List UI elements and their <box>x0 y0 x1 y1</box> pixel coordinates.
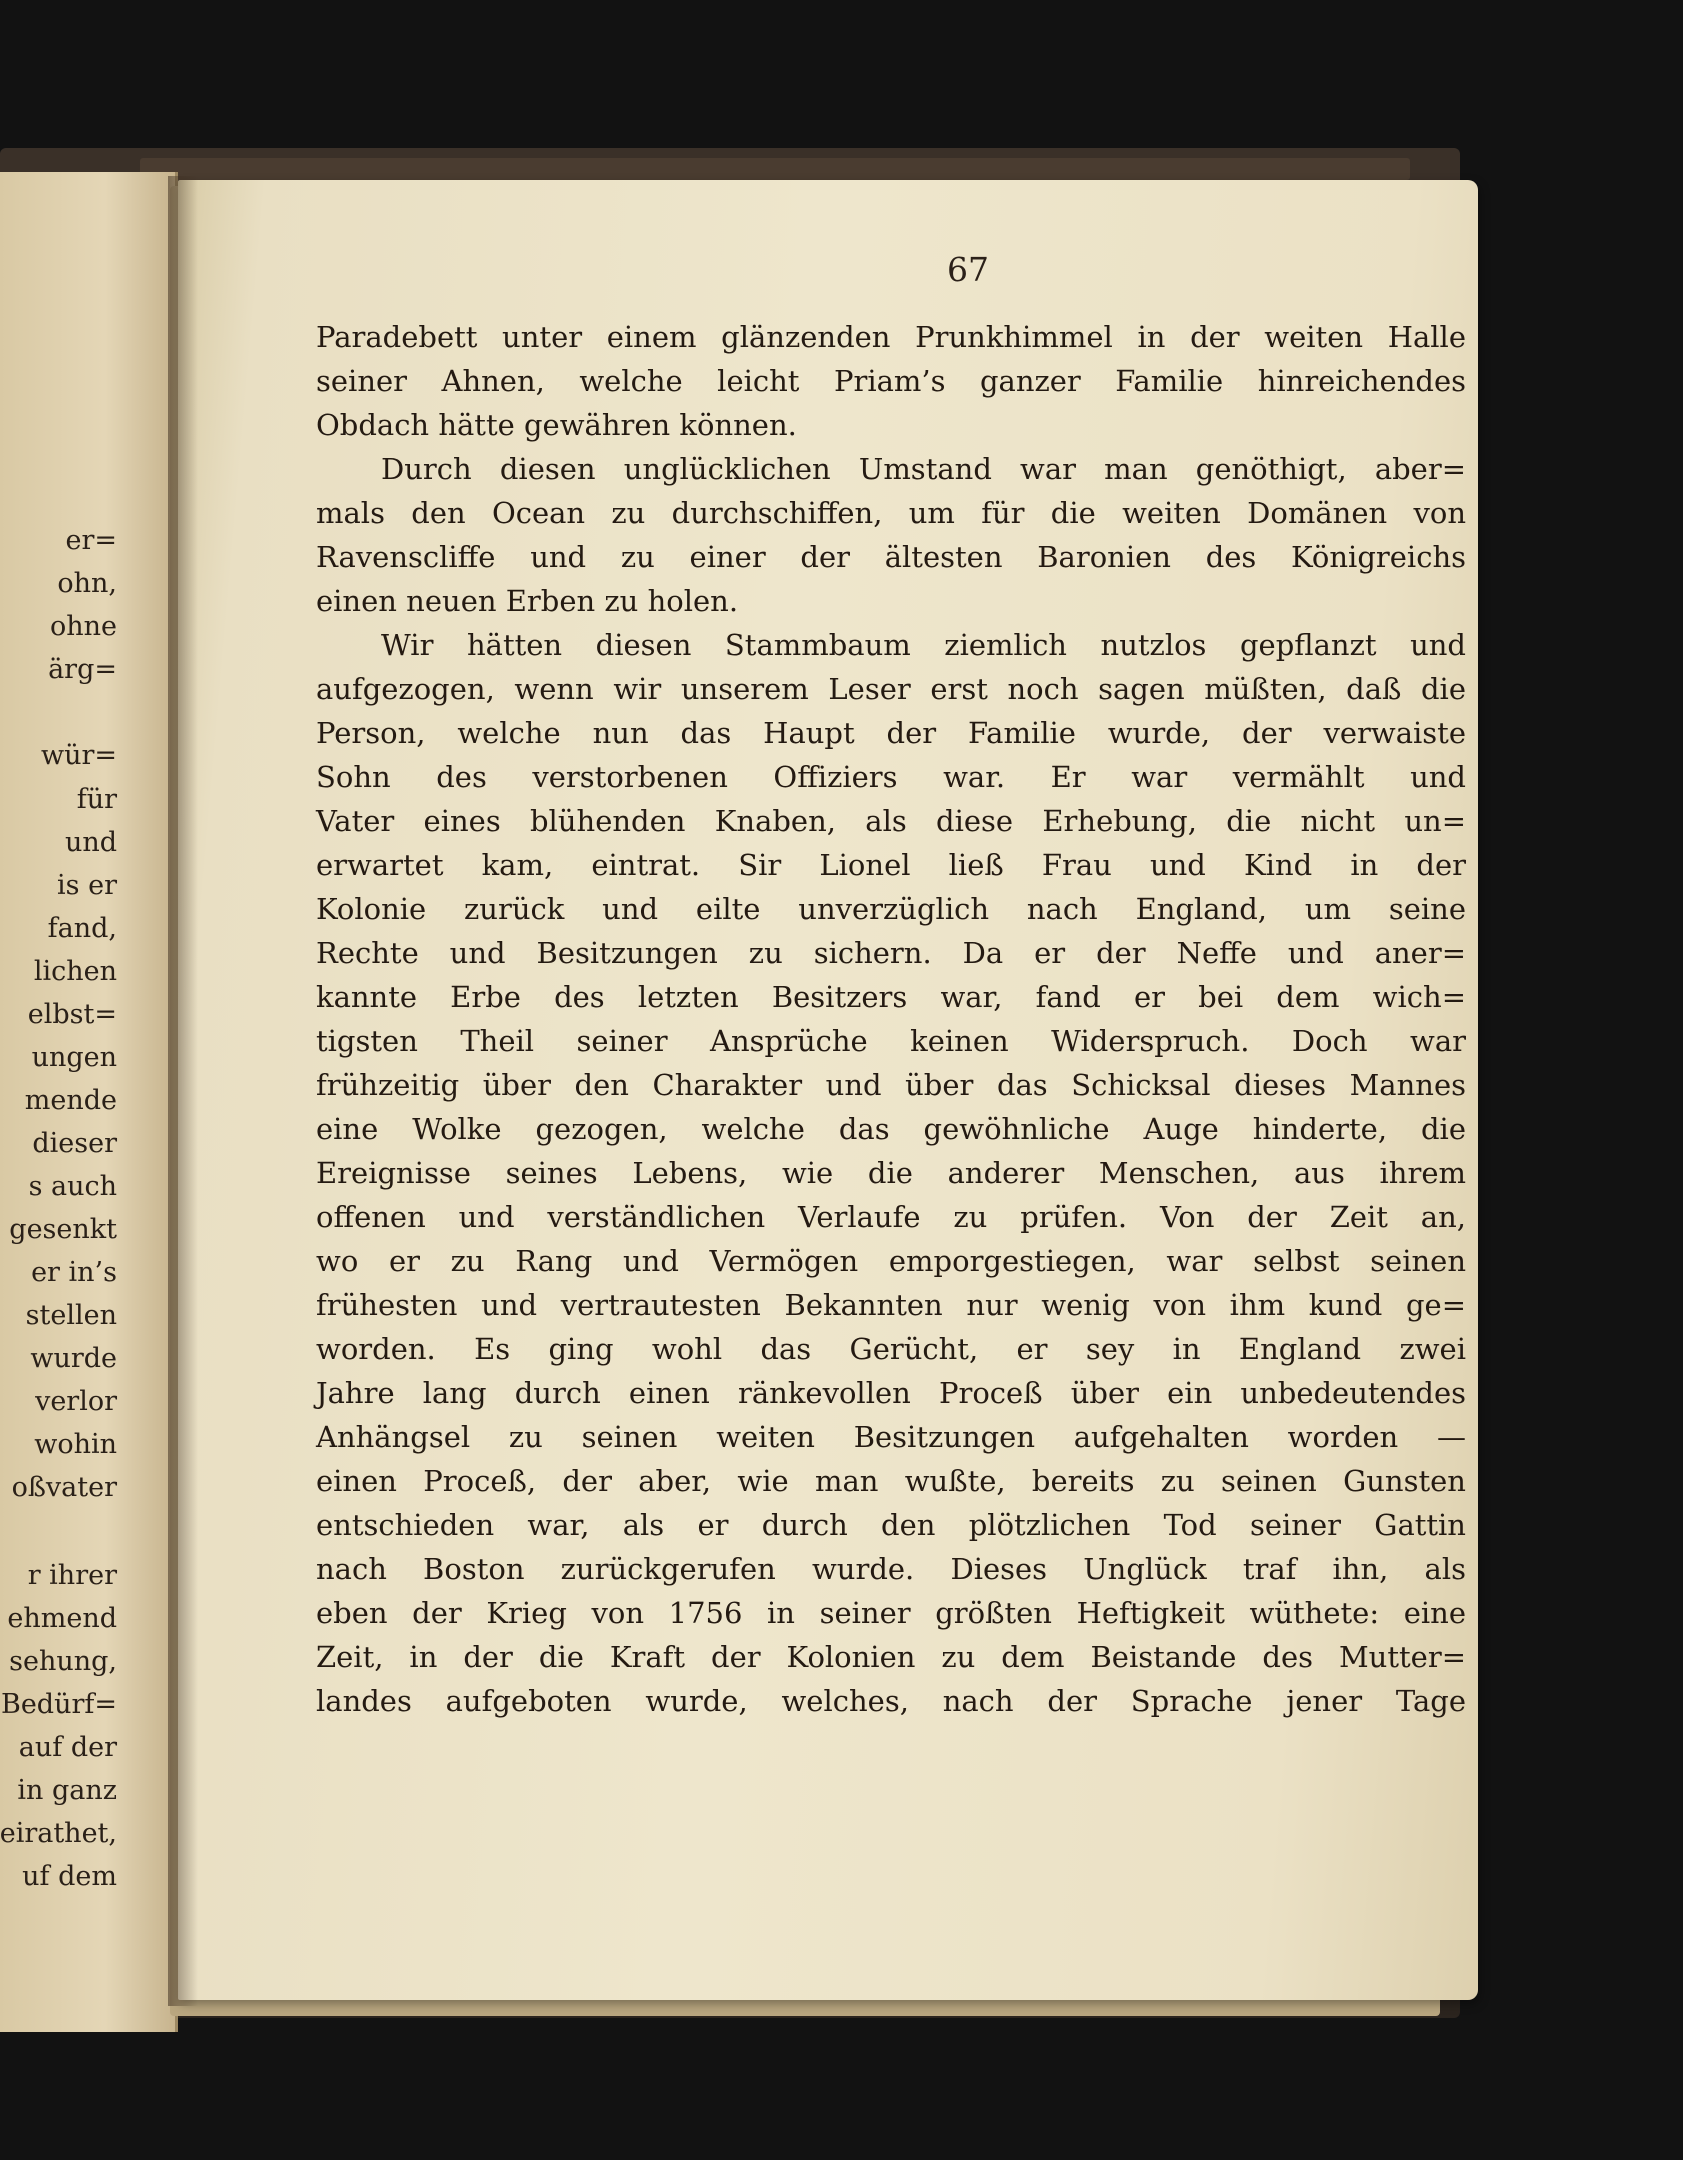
text-line: Rechte und Besitzungen zu sichern. Da er der Neffe und aner= <box>316 936 1466 970</box>
text-line: Jahre lang durch einen ränkevollen Proceß über ein unbedeutendes <box>316 1376 1466 1410</box>
left-page-fragment: auf der <box>18 1732 117 1763</box>
left-page-fragment: verlor <box>35 1386 117 1417</box>
text-line: Zeit, in der die Kraft der Kolonien zu dem Beistande des Mutter= <box>316 1640 1466 1674</box>
text-line: Anhängsel zu seinen weiten Besitzungen aufgehalten worden — <box>316 1420 1466 1454</box>
text-line: frühzeitig über den Charakter und über das Schicksal dieses Mannes <box>316 1068 1466 1102</box>
text-line: mals den Ocean zu durchschiffen, um für die weiten Domänen von <box>316 496 1466 530</box>
left-page-fragment: r ihrer <box>27 1560 117 1591</box>
left-page-fragment: oßvater <box>11 1472 117 1503</box>
text-line: eben der Krieg von 1756 in seiner größten Heftigkeit wüthete: eine <box>316 1596 1466 1630</box>
left-page <box>0 172 178 2032</box>
left-page-fragment: Bedürf= <box>0 1689 117 1720</box>
left-page-fragment: in ganz <box>17 1775 117 1806</box>
text-line: landes aufgeboten wurde, welches, nach der Sprache jener Tage <box>316 1684 1466 1718</box>
text-line: entschieden war, als er durch den plötzlichen Tod seiner Gattin <box>316 1508 1466 1542</box>
text-line: Ereignisse seines Lebens, wie die anderer Menschen, aus ihrem <box>316 1156 1466 1190</box>
text-line: Obdach hätte gewähren können. <box>316 408 797 442</box>
text-line: Person, welche nun das Haupt der Familie wurde, der verwaiste <box>316 716 1466 750</box>
spine-shadow <box>168 176 198 2006</box>
left-page-fragment: ehmend <box>7 1603 117 1634</box>
left-page-fragment: stellen <box>25 1300 117 1331</box>
left-page-fragment: er= <box>65 525 117 556</box>
left-page-fragment: s auch <box>28 1171 117 1202</box>
left-page-fragment: fand, <box>47 913 117 944</box>
text-line: Ravenscliffe und zu einer der ältesten Baronien des Königreichs <box>316 540 1466 574</box>
page-number: 67 <box>947 250 989 289</box>
text-line: wo er zu Rang und Vermögen emporgestiegen, war selbst seinen <box>316 1244 1466 1278</box>
text-line: Vater eines blühenden Knaben, als diese Erhebung, die nicht un= <box>316 804 1466 838</box>
text-line: Paradebett unter einem glänzenden Prunkhimmel in der weiten Halle <box>316 320 1466 354</box>
text-line: einen neuen Erben zu holen. <box>316 584 739 618</box>
left-page-fragment: lichen <box>33 956 117 987</box>
left-page-fragment: wür= <box>40 740 117 771</box>
text-line: Durch diesen unglücklichen Umstand war man genöthigt, aber= <box>381 452 1466 486</box>
text-line: erwartet kam, eintrat. Sir Lionel ließ Frau und Kind in der <box>316 848 1466 882</box>
left-page-fragment: is er <box>57 870 117 901</box>
text-line: tigsten Theil seiner Ansprüche keinen Widerspruch. Doch war <box>316 1024 1466 1058</box>
text-line: frühesten und vertrautesten Bekannten nur wenig von ihm kund ge= <box>316 1288 1466 1322</box>
left-page-fragment: mende <box>24 1085 117 1116</box>
text-line: kannte Erbe des letzten Besitzers war, fand er bei dem wich= <box>316 980 1466 1014</box>
cover-edge <box>140 158 1410 180</box>
left-page-fragment: ungen <box>31 1042 117 1073</box>
right-page <box>178 180 1478 2000</box>
text-line: Kolonie zurück und eilte unverzüglich nach England, um seine <box>316 892 1466 926</box>
left-page-fragment: ohne <box>49 611 117 642</box>
text-line: seiner Ahnen, welche leicht Priam’s ganzer Familie hinreichendes <box>316 364 1466 398</box>
left-page-fragment: wohin <box>34 1429 117 1460</box>
left-page-fragment: ärg= <box>48 654 117 685</box>
left-page-fragment: eirathet, <box>0 1818 117 1849</box>
left-page-fragment: ohn, <box>57 568 117 599</box>
text-line: Sohn des verstorbenen Offiziers war. Er war vermählt und <box>316 760 1466 794</box>
text-line: worden. Es ging wohl das Gerücht, er sey in England zwei <box>316 1332 1466 1366</box>
left-page-fragment: sehung, <box>9 1646 117 1677</box>
left-page-fragment: uf dem <box>22 1861 117 1892</box>
text-line: nach Boston zurückgerufen wurde. Dieses Unglück traf ihn, als <box>316 1552 1466 1586</box>
text-line: einen Proceß, der aber, wie man wußte, bereits zu seinen Gunsten <box>316 1464 1466 1498</box>
left-page-fragment: für <box>76 784 117 815</box>
left-page-fragment: und <box>64 827 117 858</box>
left-page-fragment: er in’s <box>31 1257 117 1288</box>
left-page-fragment: gesenkt <box>9 1214 117 1245</box>
text-line: aufgezogen, wenn wir unserem Leser erst noch sagen müßten, daß die <box>316 672 1466 706</box>
left-page-fragment: wurde <box>30 1343 117 1374</box>
left-page-fragment: elbst= <box>27 999 117 1030</box>
text-line: offenen und verständlichen Verlaufe zu prüfen. Von der Zeit an, <box>316 1200 1466 1234</box>
left-page-fragment: dieser <box>32 1128 117 1159</box>
body-text <box>316 315 1466 1723</box>
text-line: eine Wolke gezogen, welche das gewöhnliche Auge hinderte, die <box>316 1112 1466 1146</box>
text-line: Wir hätten diesen Stammbaum ziemlich nutzlos gepflanzt und <box>381 628 1466 662</box>
